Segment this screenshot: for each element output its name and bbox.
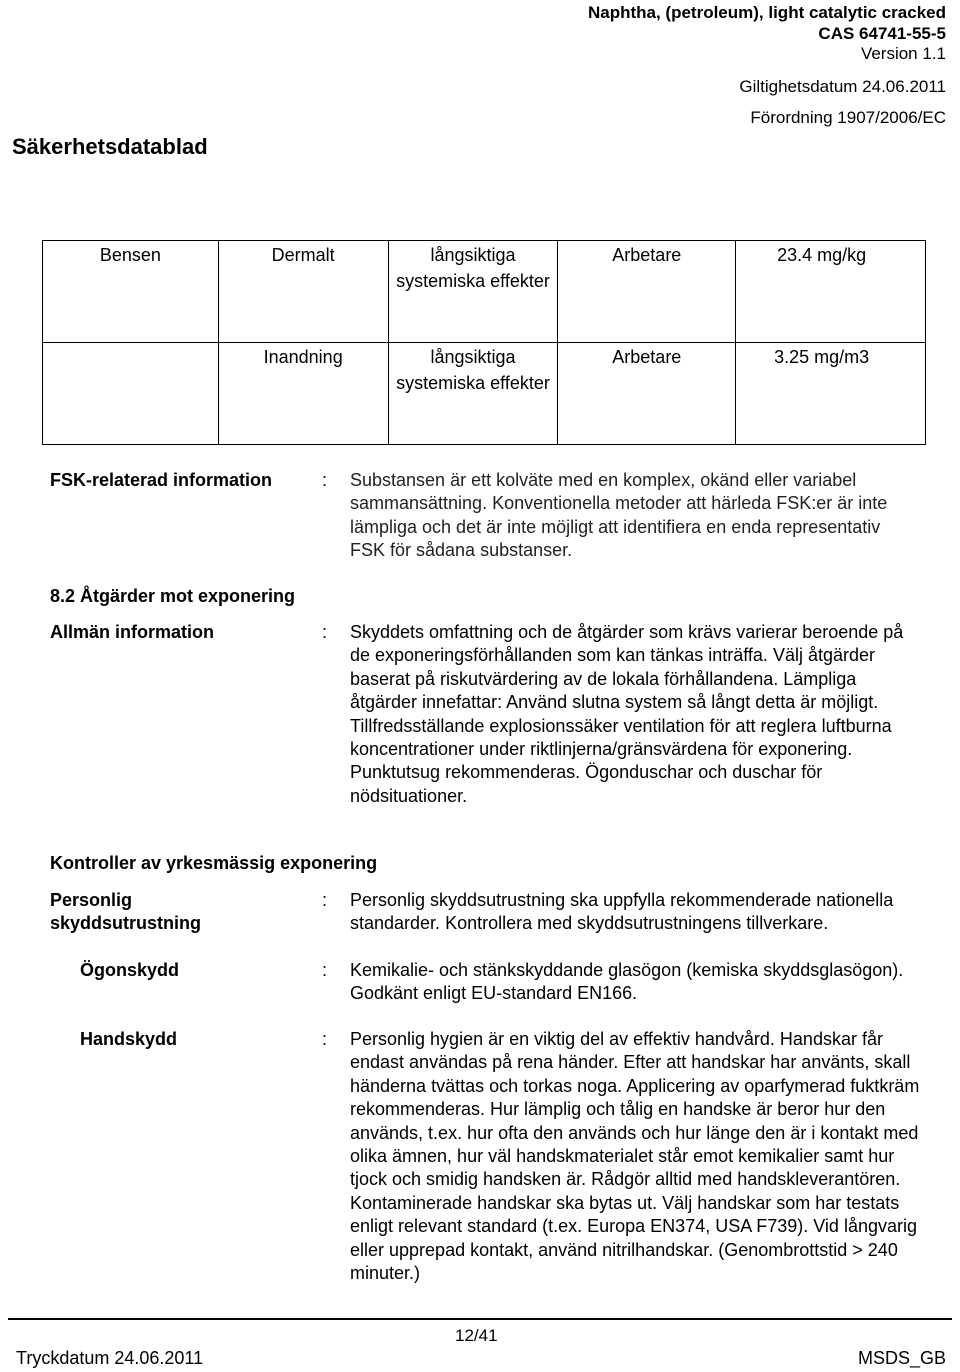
- general-info-colon: :: [322, 622, 328, 642]
- table-cell: Inandning: [218, 343, 388, 445]
- table-cell: Arbetare: [558, 241, 736, 343]
- footer-divider: [8, 1318, 952, 1320]
- table-cell: Arbetare: [558, 343, 736, 445]
- table-row: [43, 241, 926, 343]
- hand-protection-colon: :: [322, 1029, 328, 1049]
- general-info-label: Allmän information: [50, 622, 215, 642]
- page-number: 12/41: [455, 1326, 498, 1345]
- general-info-text: Skyddets omfattning och de åtgärder som krävs varierar beroende på de exponeringsförhållanden som kan tänkas inträffa. Välj åtgärder baserat på riskutvärdering av de lokala förhållandena. Lämpliga åtgärder innefattar: Använd slutna system så långt detta är möjligt. Tillfredsställande explosionssäker ventilation för att reglera luftburna koncentrationer under riktlinjerna/gränsvärdena för exponering. Punktutsug rekommenderas. Ögonduschar och duschar för nödsituationer.: [350, 622, 904, 806]
- eye-protection-standard: Godkänt enligt EU-standard EN166.: [350, 983, 638, 1004]
- personal-protection-label: Personlig skyddsutrustning: [50, 890, 202, 933]
- validity-date: Giltighetsdatum 24.06.2011: [739, 77, 946, 96]
- document-code: MSDS_GB: [857, 1348, 946, 1368]
- table-cell: 3.25 mg/m3: [736, 343, 926, 445]
- personal-protection-text: Personlig skyddsutrustning ska uppfylla rekommenderade nationella standarder. Kontrollera med skyddsutrustningens tillverkare.: [350, 890, 894, 934]
- fsk-text: Substansen är ett kolväte med en komplex, okänd eller variabel sammansättning. Konventionella metoder att härleda FSK:er är inte lämpliga och det är inte möjligt att identifiera en enda representativ FSK för sådana substanser.: [350, 470, 888, 561]
- table-row: [43, 343, 926, 445]
- table-cell: [43, 343, 219, 445]
- fsk-label: FSK-relaterad information: [50, 470, 273, 490]
- print-date: Tryckdatum 24.06.2011: [16, 1348, 204, 1368]
- table-cell: Dermalt: [218, 241, 388, 343]
- eye-protection-colon: :: [322, 960, 328, 980]
- version: Version 1.1: [860, 44, 946, 63]
- fsk-colon: :: [322, 470, 328, 490]
- eye-protection-label: Ögonskydd: [80, 960, 180, 980]
- eye-protection-text: [350, 959, 910, 1006]
- hand-protection-label: Handskydd: [80, 1029, 178, 1049]
- controls-heading: Kontroller av yrkesmässig exponering: [50, 853, 378, 873]
- eye-protection-line: Kemikalie- och stänkskyddande glasögon (kemiska skyddsglasögon).: [350, 960, 904, 980]
- hand-protection-text: Personlig hygien är en viktig del av effektiv handvård. Handskar får endast användas på rena händer. Efter att handskar har använts, skall händerna tvättas och torkas noga. Applicering av oparfymerad fuktkräm rekommenderas. Hur lämplig och tålig en handske är beror hur den används, t.ex. hur ofta den används och hur länge den är i kontakt med olika ämnen, hur väl handskmaterialet står emot kemikalier samt hur tjock och smidig handsken är. Rådgör alltid med handskleverantören. Kontaminerade handskar ska bytas ut. Välj handskar som har testats enligt relevant standard (t.ex. Europa EN374, USA F739). Vid långvarig eller upprepad kontakt, använd nitrilhandskar. (Genombrottstid > 240 minuter.): [350, 1029, 920, 1284]
- product-name: Naphtha, (petroleum), light catalytic cracked: [587, 3, 946, 22]
- personal-protection-colon: :: [322, 890, 328, 910]
- regulation: Förordning 1907/2006/EC: [750, 108, 946, 127]
- table-cell: 23.4 mg/kg: [736, 241, 926, 343]
- cas-number: CAS 64741-55-5: [818, 24, 946, 43]
- table-cell: Bensen: [43, 241, 219, 343]
- table-cell: långsiktiga systemiska effekter: [388, 343, 558, 445]
- table-cell: långsiktiga systemiska effekter: [388, 241, 558, 343]
- document-title: Säkerhetsdatablad: [12, 134, 208, 159]
- dnel-table: [42, 240, 926, 445]
- section-heading: 8.2 Åtgärder mot exponering: [50, 586, 296, 606]
